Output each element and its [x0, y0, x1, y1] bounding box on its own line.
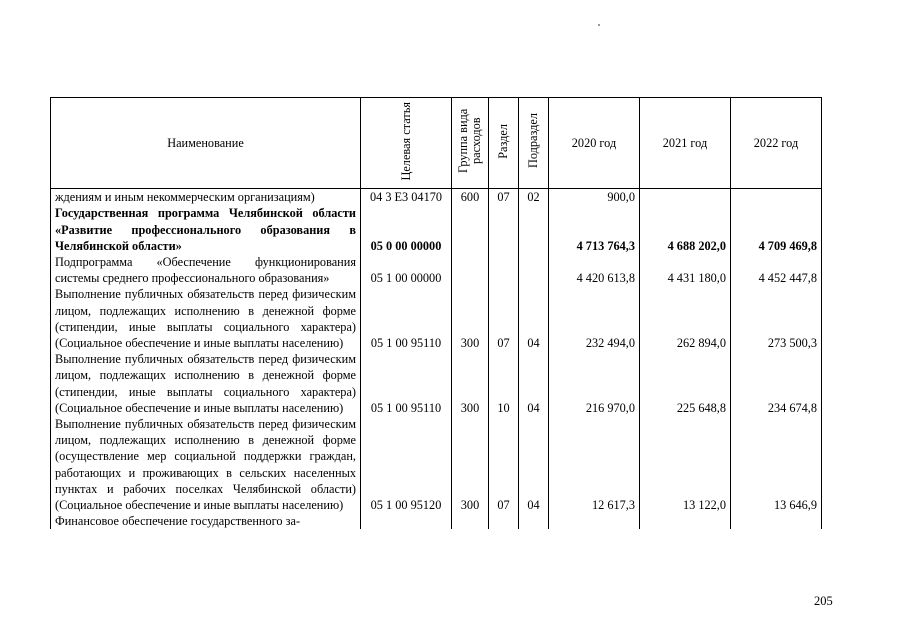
row-2021: 4 431 180,0 — [640, 254, 731, 286]
row-2020: 4 713 764,3 — [549, 205, 640, 254]
row-name: Финансовое обеспечение государственного за- — [51, 513, 361, 529]
table-row — [51, 351, 822, 416]
row-2021 — [640, 189, 731, 206]
header-2022: 2022 год — [731, 98, 822, 189]
header-subsection: Подраздел — [526, 113, 540, 169]
header-code-cell — [361, 98, 452, 189]
row-section: 07 — [489, 416, 519, 513]
row-subsection: 02 — [519, 189, 549, 206]
row-2021: 225 648,8 — [640, 351, 731, 416]
table-row — [51, 286, 822, 351]
header-subsection-cell — [519, 98, 549, 189]
row-code — [361, 513, 452, 529]
row-code: 05 0 00 00000 — [361, 205, 452, 254]
row-name: Подпрограмма «Обеспечение функционирования системы среднего профессионального образования» — [51, 254, 361, 286]
row-section — [489, 205, 519, 254]
row-2022 — [731, 513, 822, 529]
row-code: 05 1 00 95120 — [361, 416, 452, 513]
row-2020: 232 494,0 — [549, 286, 640, 351]
row-2021 — [640, 513, 731, 529]
row-group — [452, 205, 489, 254]
row-section: 07 — [489, 286, 519, 351]
row-group — [452, 513, 489, 529]
row-subsection: 04 — [519, 351, 549, 416]
row-group: 300 — [452, 286, 489, 351]
header-code: Целевая статья — [398, 101, 413, 181]
header-group-cell — [452, 98, 489, 189]
scan-speck — [598, 24, 600, 26]
header-row — [51, 98, 822, 189]
header-section: Раздел — [496, 123, 510, 159]
row-subsection — [519, 513, 549, 529]
row-2022: 234 674,8 — [731, 351, 822, 416]
row-2020: 4 420 613,8 — [549, 254, 640, 286]
row-section — [489, 513, 519, 529]
table-body — [51, 189, 822, 530]
table-row — [51, 416, 822, 513]
row-section — [489, 254, 519, 286]
header-group: Группа вида расходов — [456, 108, 483, 174]
row-code: 05 1 00 95110 — [361, 286, 452, 351]
row-subsection — [519, 254, 549, 286]
row-subsection: 04 — [519, 286, 549, 351]
row-code: 05 1 00 00000 — [361, 254, 452, 286]
header-name: Наименование — [51, 98, 361, 189]
row-subsection — [519, 205, 549, 254]
row-group: 300 — [452, 416, 489, 513]
row-subsection: 04 — [519, 416, 549, 513]
row-name: Государственная программа Челябинской области «Развитие профессионального образования в Челябинской области» — [51, 205, 361, 254]
row-group: 300 — [452, 351, 489, 416]
header-2020: 2020 год — [549, 98, 640, 189]
page-number: 205 — [814, 594, 833, 608]
row-name: Выполнение публичных обязательств перед физическим лицом, подлежащих исполнению в денежной форме (стипендии, иные выплаты социального характера) (Социальное обеспечение и иные выплаты населению) — [51, 286, 361, 351]
table-row — [51, 189, 822, 206]
row-2022: 4 709 469,8 — [731, 205, 822, 254]
row-2020: 216 970,0 — [549, 351, 640, 416]
row-section: 10 — [489, 351, 519, 416]
header-section-cell — [489, 98, 519, 189]
row-name: Выполнение публичных обязательств перед физическим лицом, подлежащих исполнению в денежной форме (стипендии, иные выплаты социального характера) (Социальное обеспечение и иные выплаты населению) — [51, 351, 361, 416]
row-2022 — [731, 189, 822, 206]
table-row — [51, 254, 822, 286]
row-2022: 4 452 447,8 — [731, 254, 822, 286]
row-2020: 12 617,3 — [549, 416, 640, 513]
table-row — [51, 513, 822, 529]
table-header — [51, 98, 822, 189]
row-2021: 262 894,0 — [640, 286, 731, 351]
row-group — [452, 254, 489, 286]
row-code: 04 3 Е3 04170 — [361, 189, 452, 206]
budget-table — [50, 97, 822, 529]
row-group: 600 — [452, 189, 489, 206]
row-2021: 4 688 202,0 — [640, 205, 731, 254]
row-name: ждениям и иным некоммерческим организациям) — [51, 189, 361, 206]
table-row — [51, 205, 822, 254]
row-code: 05 1 00 95110 — [361, 351, 452, 416]
row-2020 — [549, 513, 640, 529]
row-section: 07 — [489, 189, 519, 206]
row-2022: 273 500,3 — [731, 286, 822, 351]
row-2020: 900,0 — [549, 189, 640, 206]
row-2021: 13 122,0 — [640, 416, 731, 513]
row-name: Выполнение публичных обязательств перед физическим лицом, подлежащих исполнению в денежной форме (осуществление мер социальной поддержки граждан, работающих и проживающих в сельских населенных пунктах и рабочих поселках Челябинской области) (Социальное обеспечение и иные выплаты населению) — [51, 416, 361, 513]
row-2022: 13 646,9 — [731, 416, 822, 513]
header-2021: 2021 год — [640, 98, 731, 189]
